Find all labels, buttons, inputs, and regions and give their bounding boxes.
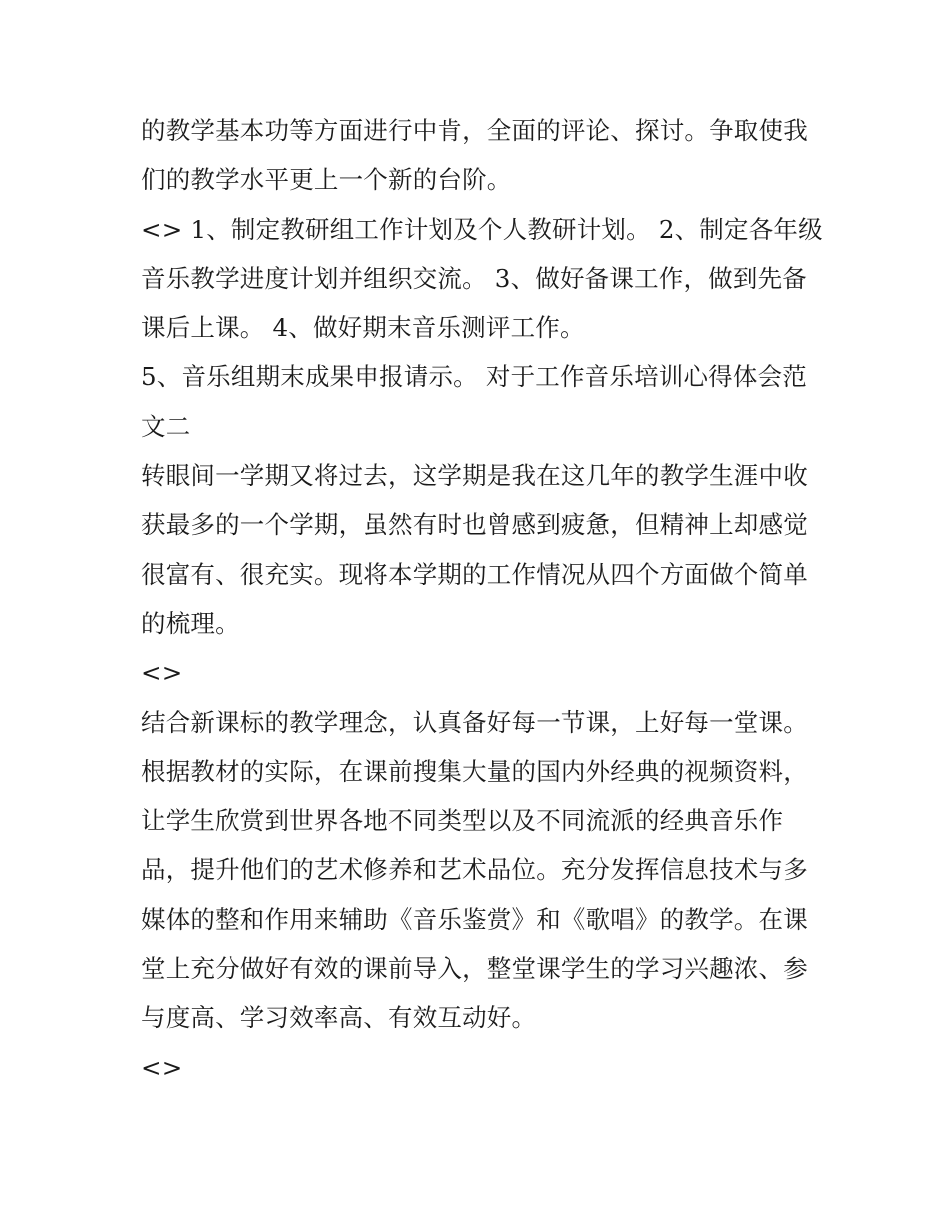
text-line: <> [141, 1052, 183, 1082]
text-line: 很富有、很充实。现将本学期的工作情况从四个方面做个简单 [141, 559, 808, 589]
text-line: 转眼间一学期又将过去，这学期是我在这几年的教学生涯中收 [141, 461, 808, 491]
text-line: 堂上充分做好有效的课前导入，整堂课学生的学习兴趣浓、参 [141, 954, 808, 984]
text-line: 与度高、学习效率高、有效互动好。 [141, 1003, 537, 1033]
text-line: 媒体的整和作用来辅助《音乐鉴赏》和《歌唱》的教学。在课 [141, 904, 808, 934]
document-body [141, 106, 821, 1092]
text-line: 5、音乐组期末成果申报请示。 对于工作音乐培训心得体会范 [141, 362, 807, 392]
text-line: 的教学基本功等方面进行中肯，全面的评论、探讨。争取使我 [141, 116, 808, 145]
text-line: 结合新课标的教学理念，认真备好每一节课，上好每一堂课。 [141, 707, 808, 737]
text-line: 课后上课。 4、做好期末音乐测评工作。 [141, 313, 585, 343]
text-line: 音乐教学进度计划并组织交流。 3、做好备课工作，做到先备 [141, 263, 807, 293]
text-line: 根据教材的实际，在课前搜集大量的国内外经典的视频资料， [141, 756, 808, 786]
text-line: 的梳理。 [141, 608, 240, 638]
text-line: 让学生欣赏到世界各地不同类型以及不同流派的经典音乐作 [141, 806, 784, 836]
text-line: 们的教学水平更上一个新的台阶。 [141, 165, 512, 195]
text-line: 品，提升他们的艺术修养和艺术品位。充分发挥信息技术与多 [141, 855, 808, 885]
text-line: 获最多的一个学期，虽然有时也曾感到疲惫，但精神上却感觉 [141, 510, 808, 540]
text-line: <> [141, 658, 183, 688]
text-line: 文二 [141, 411, 191, 441]
text-line: <> 1、制定教研组工作计划及个人教研计划。 2、制定各年级 [141, 214, 823, 244]
